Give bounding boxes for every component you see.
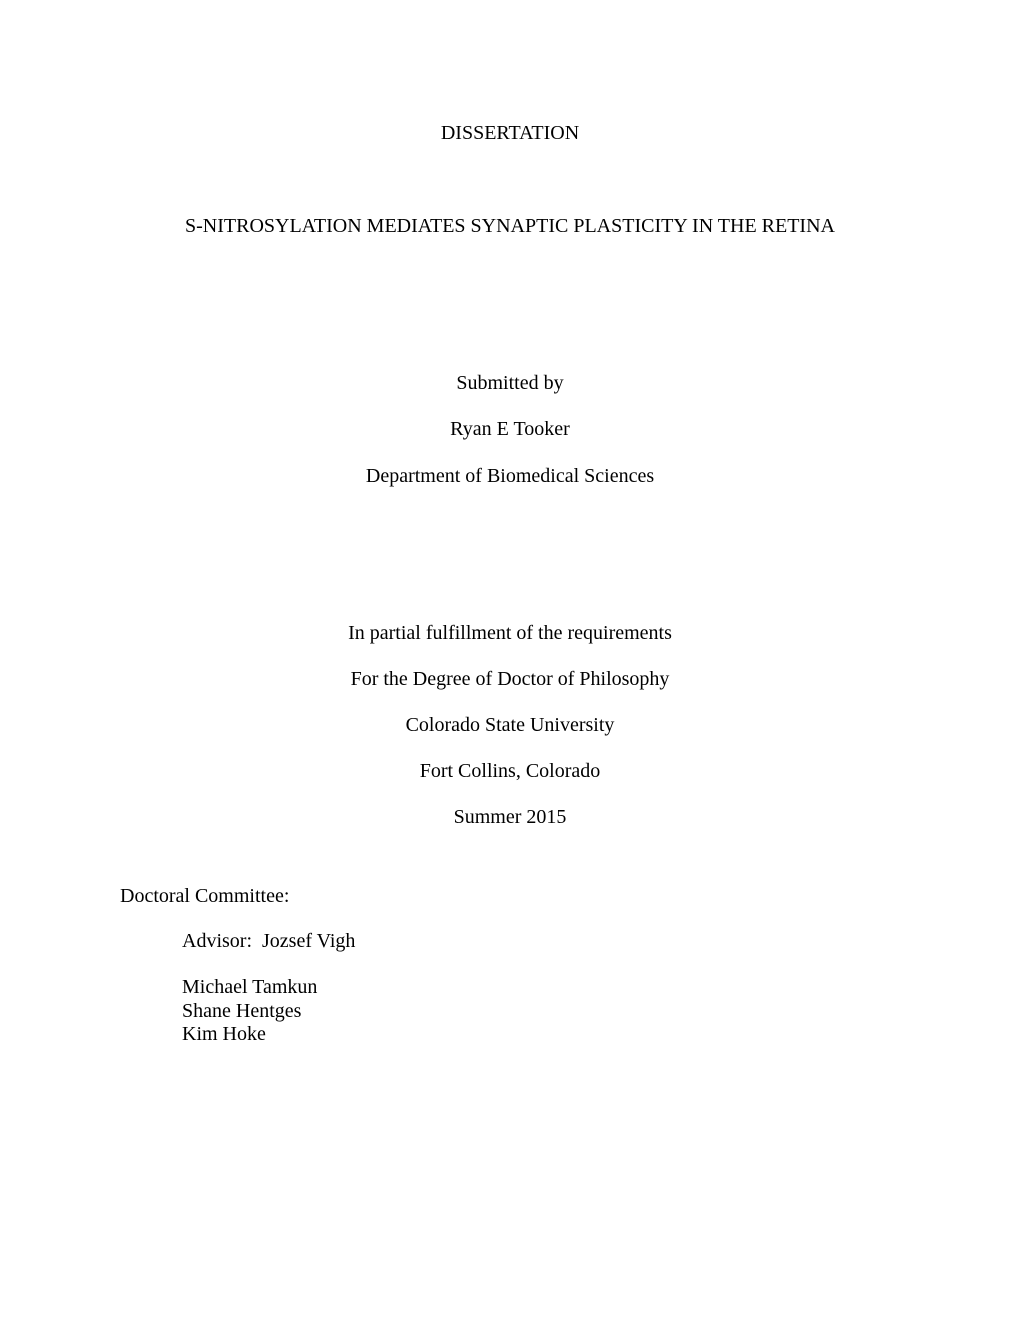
university-name: Colorado State University: [405, 714, 615, 736]
committee-member: Shane Hentges: [182, 999, 302, 1022]
fulfillment-line-2: For the Degree of Doctor of Philosophy: [350, 668, 670, 690]
advisor-line: Advisor: Jozsef Vigh: [182, 930, 356, 952]
department-name: Department of Biomedical Sciences: [365, 465, 655, 487]
graduation-term: Summer 2015: [453, 806, 567, 828]
university-location: Fort Collins, Colorado: [419, 760, 601, 782]
committee-member: Kim Hoke: [182, 1023, 266, 1045]
document-type-heading: DISSERTATION: [440, 122, 580, 144]
committee-member-list: [182, 976, 317, 1047]
dissertation-title: S-NITROSYLATION MEDIATES SYNAPTIC PLASTICITY IN THE RETINA: [185, 215, 835, 237]
author-name: Ryan E Tooker: [450, 418, 570, 440]
committee-member: Michael Tamkun: [182, 976, 318, 998]
submitted-by-label: Submitted by: [456, 372, 564, 394]
committee-heading: Doctoral Committee:: [120, 885, 290, 907]
fulfillment-line-1: In partial fulfillment of the requirements: [348, 622, 672, 644]
